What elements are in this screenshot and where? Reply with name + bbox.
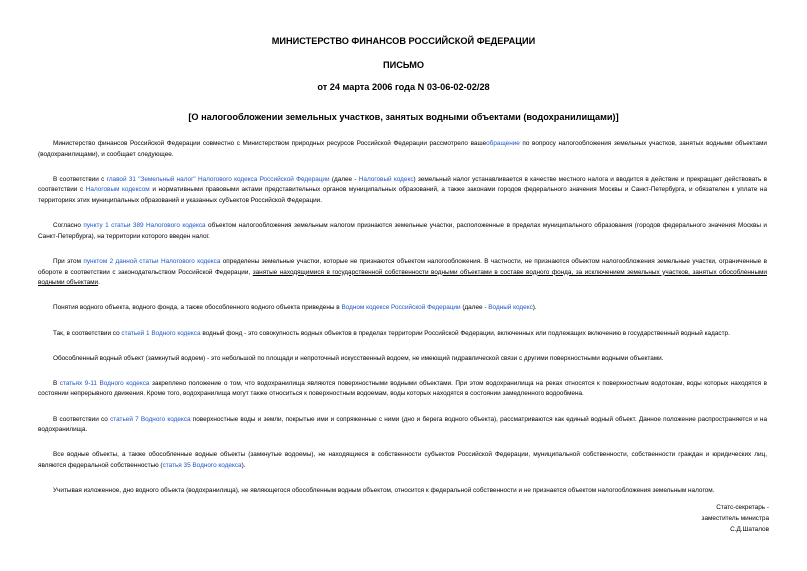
signature-title-line2: заместитель министра [701, 514, 769, 522]
body-paragraph [38, 175, 767, 207]
legal-reference-link[interactable]: статьях 9-11 Водного кодекса [59, 379, 150, 387]
legal-reference-link[interactable]: статьей 7 Водного кодекса [110, 415, 191, 423]
body-paragraph [38, 139, 767, 160]
body-paragraph [38, 450, 767, 471]
body-paragraph [38, 379, 767, 400]
paragraph-text: Министерство финансов Российской Федерации совместно с Министерством природных ресурсов Российской Федерации рассмотрело ваше [53, 140, 487, 147]
paragraph-text: Обособленный водный объект (замкнутый водоем) - это небольшой по площади и непроточный искусственный водоем, не имеющий гидравлической связи с другими поверхностными водными объектами. [53, 354, 664, 362]
paragraph-text: по вопросу налогообложения земельных участков, занятых водными объектами (водохранилищами), и сообщает следующее. [38, 140, 767, 158]
legal-reference-link[interactable]: Налоговый кодекс [358, 175, 414, 183]
body-paragraph [38, 329, 767, 340]
body-paragraph [38, 257, 767, 289]
paragraph-text: Так, в соответствии со [53, 329, 122, 337]
document-type-heading: ПИСЬМО [382, 60, 425, 70]
signature-title-line1: Статс-секретарь - [716, 504, 769, 511]
body-paragraph [38, 303, 767, 314]
paragraph-text: В соответствии со [53, 415, 111, 423]
legal-reference-link[interactable]: Налоговым кодексом [85, 186, 150, 194]
legal-reference-link[interactable]: Водный кодекс [488, 304, 533, 312]
paragraph-text: (далее - [329, 175, 359, 183]
paragraph-text: водный фонд - это совокупность водных объектов в пределах территории Российской Федерации, включенных или подлежащих включению в государственный водный кадастр. [200, 329, 730, 337]
paragraph-text: Учитывая изложенное, дно водного объекта (водохранилища), не являющегося обособленным водным объектом, относится к федеральной собственности и не признается объектом налогообложения земельным налогом. [53, 487, 715, 495]
paragraph-text: В соответствии с [53, 175, 107, 183]
paragraph-text: Согласно [53, 222, 84, 230]
legal-reference-link[interactable]: пункту 1 статьи 389 Налогового кодекса [83, 222, 206, 230]
paragraph-text: (далее - [460, 304, 489, 312]
paragraph-text: определены земельные участки, которые не признаются объектом налогообложения. В частности, не признаются объектом налогообложения земельные участки, ограниченные в обороте в соответствии с законодательством Российской Федерации, [38, 257, 767, 276]
paragraph-text: Все водные объекты, а также обособленные водные объекты (замкнутые водоемы), не находящиеся в собственности субъектов Российской Федерации, муниципальной собственности, собственности граждан и юридических лиц, являются федеральной собственностью ( [38, 451, 767, 470]
legal-reference-link[interactable]: Водном кодексе Российской Федерации [341, 304, 461, 312]
body-paragraph [38, 486, 767, 497]
body-paragraph [38, 415, 767, 436]
legal-reference-link[interactable]: обращение [486, 140, 520, 147]
legal-reference-link[interactable]: главой 31 "Земельный налог" Налогового кодекса Российской Федерации [106, 175, 330, 183]
signature-name: С.Д.Шаталов [730, 525, 769, 533]
body-paragraph [38, 221, 767, 242]
paragraph-text: закреплено положение о том, что водохранилища являются поверхностными водными объектами. При этом водохранилища на реках относятся к поверхностным водотокам, воды которых находятся в состоянии непрерывного движения. Кроме того, водохранилища могут также относиться к поверхностным водоемам, воды которых находятся в состоянии замедленного водообмена. [38, 379, 767, 398]
document-body [38, 139, 767, 511]
document-date-number: от 24 марта 2006 года N 03-06-02-02/28 [317, 82, 490, 92]
signature-block [702, 503, 769, 535]
paragraph-text: ). [532, 304, 537, 312]
paragraph-text: и нормативными правовыми актами представительных органов муниципальных образований, а также законами городов федерального значения Москвы и Санкт-Петербурга, и обязателен к уплате на территориях этих муниципальных образований и указанных субъектов Российской Федерации. [38, 186, 768, 204]
paragraph-text: ). [241, 462, 246, 470]
underlined-text: занятые находящимися в государственной собственности водными объектами в составе водного фонда, за исключением земельных участков, занятых обособленными водными объектами [38, 268, 768, 287]
paragraph-text: ) земельный налог устанавливается в качестве местного налога и вводится в действие и прекращает действовать в соответствии с [38, 175, 767, 194]
document-subject: [О налогообложении земельных участков, занятых водными объектами (водохранилищами)] [188, 112, 619, 122]
paragraph-text: При этом [53, 257, 84, 265]
legal-reference-link[interactable]: статьей 1 Водного кодекса [121, 329, 201, 337]
ministry-heading: МИНИСТЕРСТВО ФИНАНСОВ РОССИЙСКОЙ ФЕДЕРАЦИИ [271, 36, 536, 46]
paragraph-text: . [98, 279, 100, 287]
body-paragraph [38, 354, 767, 365]
paragraph-text: Понятия водного объекта, водного фонда, а также обособленного водного объекта приведены в [53, 304, 342, 312]
legal-reference-link[interactable]: пунктом 2 данной статьи Налогового кодекса [83, 257, 221, 265]
legal-reference-link[interactable]: статья 35 Водного кодекса [162, 462, 242, 470]
paragraph-text: В [53, 379, 60, 387]
paragraph-text: объектом налогообложения земельным налогом признаются земельные участки, расположенные в пределах муниципального образования (городов федерального значения Москвы и Санкт-Петербурга), на территории которого введен налог. [38, 222, 767, 240]
paragraph-text: поверхностные воды и земли, покрытые ими и сопряженные с ними (дно и берега водного объекта), рассматриваются как единый водный объект. Данное положение распространяется и на водохранилища. [38, 415, 768, 434]
